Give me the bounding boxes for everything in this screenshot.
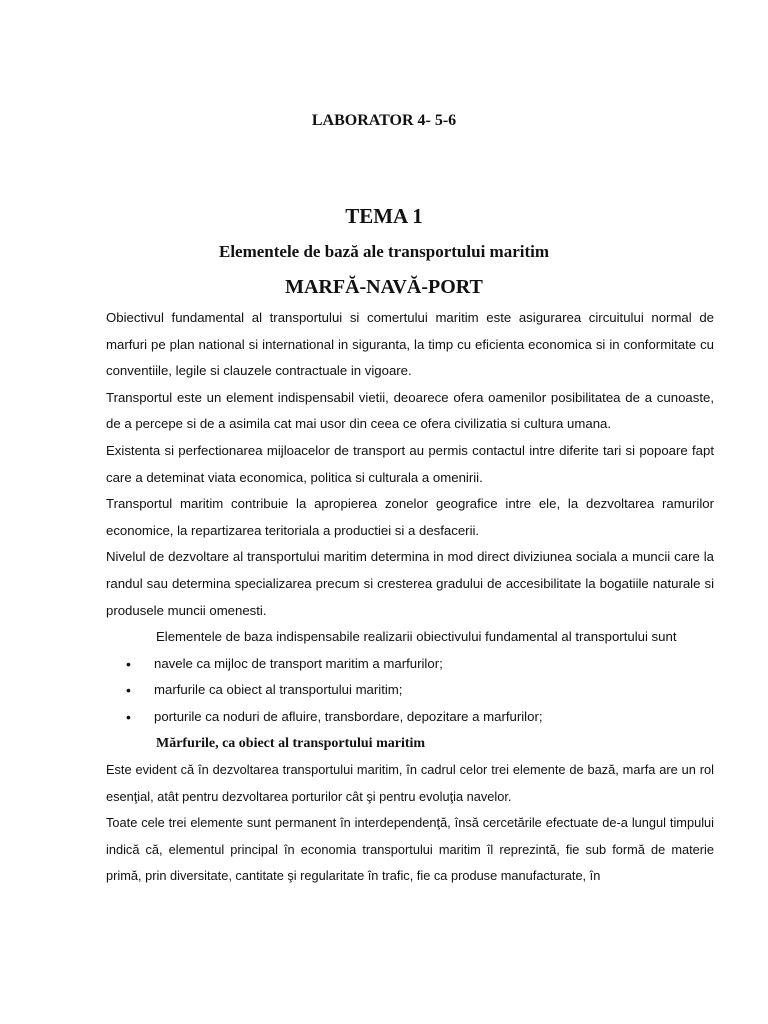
marfa-nava-port-heading: MARFĂ-NAVĂ-PORT [285,276,483,298]
paragraph: Transportul maritim contribuie la apropierea zonelor geografice intre ele, la dezvoltarea ramurilor economice, la repartizarea teritoriala a productiei si a desfacerii. [106,496,714,538]
document-body [106,305,714,890]
paragraph: Toate cele trei elemente sunt permanent în interdependenţă, însă cercetările efectuate de-a lungul timpului indică că, elementul principal în economia transportului maritim îl reprezintă, fie sub formă de materie primă, prin diversitate, cantitate şi regularitate în trafic, fie ca produse manufacturate, în [106,815,714,884]
list-item: • navele ca mijloc de transport maritim a marfurilor; [106,651,714,678]
section-heading: Mărfurile, ca obiect al transportului maritim [156,735,426,751]
lab-title: LABORATOR 4- 5-6 [311,112,457,129]
paragraph: Nivelul de dezvoltare al transportului maritim determina in mod direct diviziunea sociala a muncii care la randul sau determina specializarea precum si cresterea gradului de accesibilitate la bogatiile naturale si produsele muncii omenesti. [106,549,714,618]
paragraph: Este evident că în dezvoltarea transportului maritim, în cadrul celor trei elemente de bază, marfa are un rol esenţial, atât pentru dezvoltarea porturilor cât şi pentru evoluţia navelor. [106,762,714,804]
paragraph: Obiectivul fundamental al transportului si comertului maritim este asigurarea circuitului normal de marfuri pe plan national si international in siguranta, la timp cu eficienta economica si in conformitate cu conventiile, legile si clauzele contractuale in vigoare. [106,310,714,379]
list-item: • marfurile ca obiect al transportului maritim; [106,677,714,704]
paragraph: Transportul este un element indispensabil vietii, deoarece ofera oamenilor posibilitatea de a cunoaste, de a percepe si de a asimila cat mai usor din ceea ce ofera civilizatia si cultura umana. [106,389,714,432]
bullet-list [106,651,714,731]
tema-heading: TEMA 1 [345,204,423,228]
paragraph: Existenta si perfectionarea mijloacelor de transport au permis contactul intre diferite tari si popoare fapt care a deteminat viata economica, politica si culturala a omenirii. [106,442,714,485]
list-item: • porturile ca noduri de afluire, transbordare, depozitare a marfurilor; [106,704,714,731]
subtitle-heading: Elementele de bază ale transportului maritim [218,242,550,261]
elements-intro: Elementele de baza indispensabile realizarii obiectivului fundamental al transportului sunt [156,629,677,645]
